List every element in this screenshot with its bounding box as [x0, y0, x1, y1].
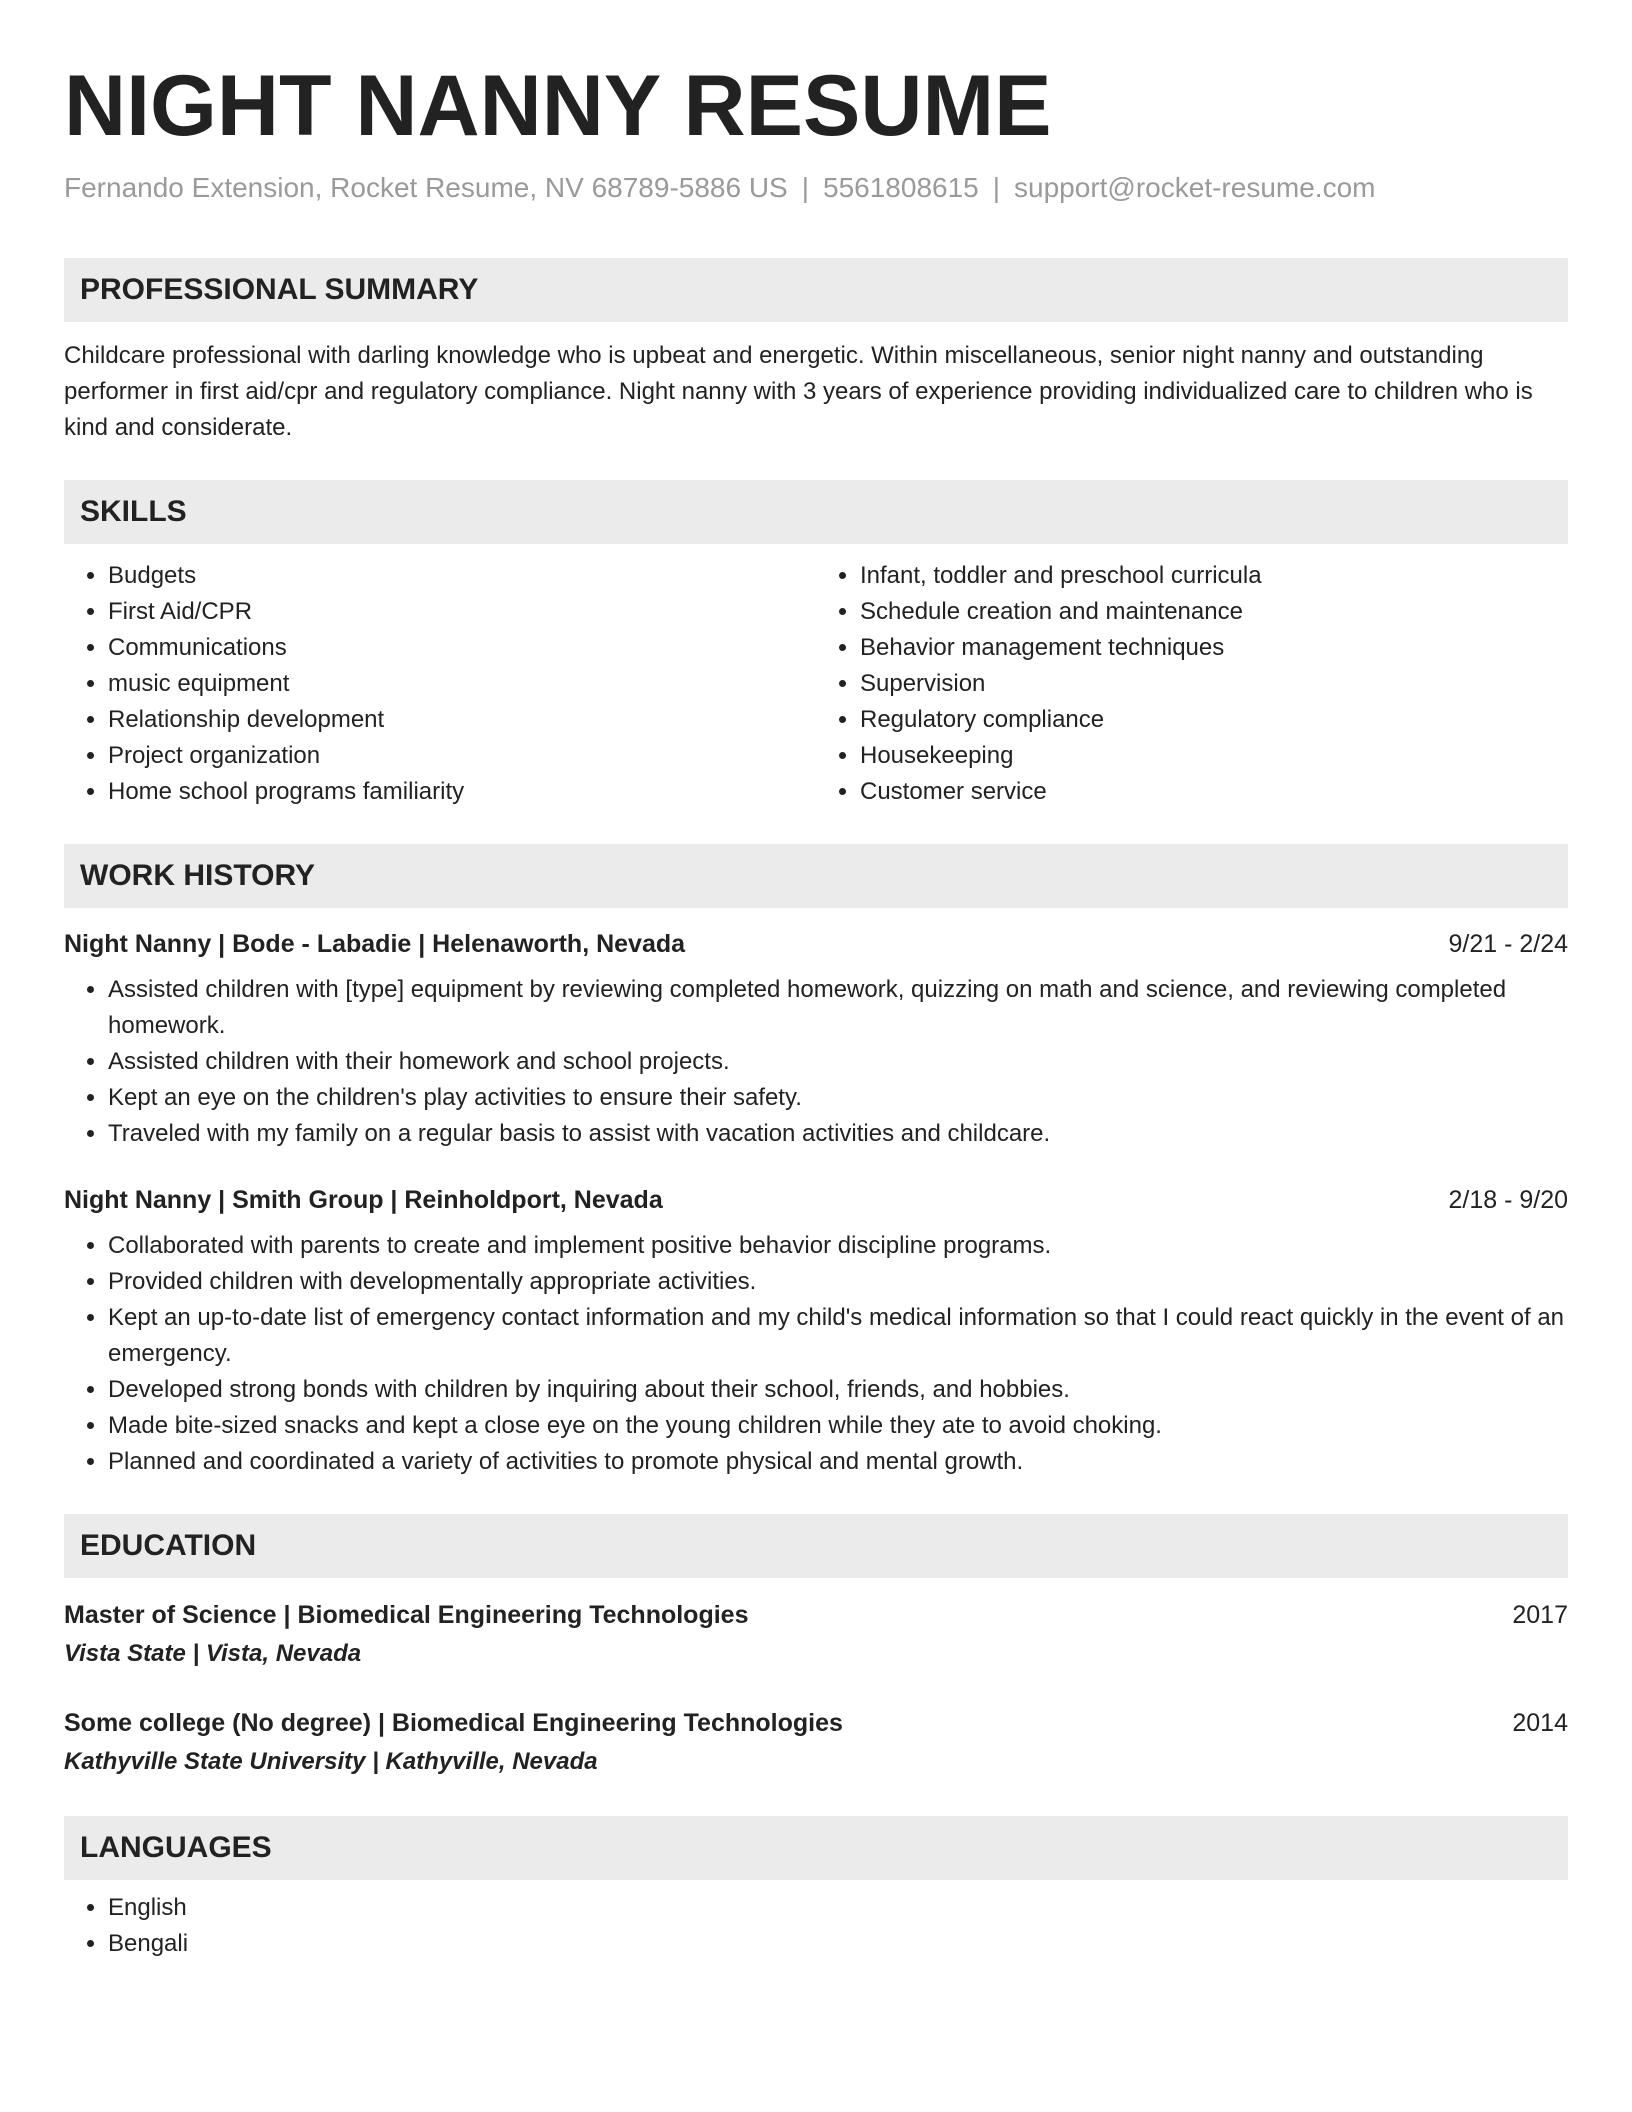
skill-item: • Budgets	[108, 558, 816, 594]
job-bullet: • Traveled with my family on a regular basis to assist with vacation activities and childcare.	[108, 1116, 1568, 1152]
section-header-skills: SKILLS	[64, 480, 1568, 544]
education-year: 2014	[1512, 1709, 1568, 1737]
job-title-line: Night Nanny | Bode - Labadie | Helenaworth, Nevada	[64, 930, 686, 958]
job-bullet: • Assisted children with their homework and school projects.	[108, 1044, 1568, 1080]
skill-item: • Project organization	[108, 738, 816, 774]
section-header-education: EDUCATION	[64, 1514, 1568, 1578]
contact-separator: |	[801, 172, 810, 203]
skill-item: • Schedule creation and maintenance	[860, 594, 1568, 630]
skill-item: • First Aid/CPR	[108, 594, 816, 630]
education-year: 2017	[1512, 1601, 1568, 1629]
skills-column-left	[64, 558, 816, 810]
summary-text: Childcare professional with darling knowledge who is upbeat and energetic. Within miscellaneous, senior night nanny and outstanding performer in first aid/cpr and regulatory compliance. Night nanny with 3 years of experience providing individualized care to children who is kind and considerate.	[64, 342, 1533, 441]
job-bullet: • Kept an eye on the children's play activities to ensure their safety.	[108, 1080, 1568, 1116]
job-dates: 2/18 - 9/20	[1448, 1186, 1568, 1214]
contact-address: Fernando Extension, Rocket Resume, NV 68789-5886 US	[64, 172, 788, 203]
section-header-languages: LANGUAGES	[64, 1816, 1568, 1880]
education-school: Vista State | Vista, Nevada	[64, 1640, 362, 1667]
skills-column-right	[816, 558, 1568, 810]
job-bullet: • Made bite-sized snacks and kept a close eye on the young children while they ate to avoid choking.	[108, 1408, 1568, 1444]
skill-item: • Infant, toddler and preschool curricula	[860, 558, 1568, 594]
skill-item: • Housekeeping	[860, 738, 1568, 774]
skill-item: • Relationship development	[108, 702, 816, 738]
job-bullet: • Collaborated with parents to create and implement positive behavior discipline programs.	[108, 1228, 1568, 1264]
education-degree: Master of Science | Biomedical Engineering Technologies	[64, 1601, 749, 1629]
skill-item: • Home school programs familiarity	[108, 774, 816, 810]
contact-email: support@rocket-resume.com	[1014, 172, 1376, 203]
job-bullet: • Provided children with developmentally appropriate activities.	[108, 1264, 1568, 1300]
section-header-work: WORK HISTORY	[64, 844, 1568, 908]
language-item: • English	[108, 1890, 1568, 1926]
skills-list	[64, 558, 1568, 810]
skill-item: • Supervision	[860, 666, 1568, 702]
job-bullet: • Developed strong bonds with children by inquiring about their school, friends, and hobbies.	[108, 1372, 1568, 1408]
contact-separator: |	[992, 172, 1001, 203]
section-header-summary: PROFESSIONAL SUMMARY	[64, 258, 1568, 322]
job-heading	[64, 1182, 1568, 1218]
job-bullet: • Planned and coordinated a variety of activities to promote physical and mental growth.	[108, 1444, 1568, 1480]
job-bullets	[64, 1228, 1568, 1480]
skill-item: • music equipment	[108, 666, 816, 702]
contact-line	[64, 168, 1568, 208]
skill-item: • Customer service	[860, 774, 1568, 810]
job-bullets	[64, 972, 1568, 1152]
skill-item: • Behavior management techniques	[860, 630, 1568, 666]
education-school: Kathyville State University | Kathyville, Nevada	[64, 1748, 598, 1775]
contact-phone: 5561808615	[823, 172, 979, 203]
job-dates: 9/21 - 2/24	[1448, 930, 1568, 958]
education-heading	[64, 1596, 1568, 1634]
skill-item: • Communications	[108, 630, 816, 666]
resume-title: NIGHT NANNY RESUME	[64, 58, 1052, 154]
job-bullet: • Kept an up-to-date list of emergency contact information and my child's medical information so that I could react quickly in the event of an emergency.	[108, 1300, 1568, 1372]
education-heading	[64, 1704, 1568, 1742]
education-degree: Some college (No degree) | Biomedical Engineering Technologies	[64, 1709, 843, 1737]
languages-list	[64, 1890, 1568, 1962]
language-item: • Bengali	[108, 1926, 1568, 1962]
skill-item: • Regulatory compliance	[860, 702, 1568, 738]
job-heading	[64, 926, 1568, 962]
job-bullet: • Assisted children with [type] equipment by reviewing completed homework, quizzing on math and science, and reviewing completed homework.	[108, 972, 1568, 1044]
job-title-line: Night Nanny | Smith Group | Reinholdport, Nevada	[64, 1186, 663, 1214]
